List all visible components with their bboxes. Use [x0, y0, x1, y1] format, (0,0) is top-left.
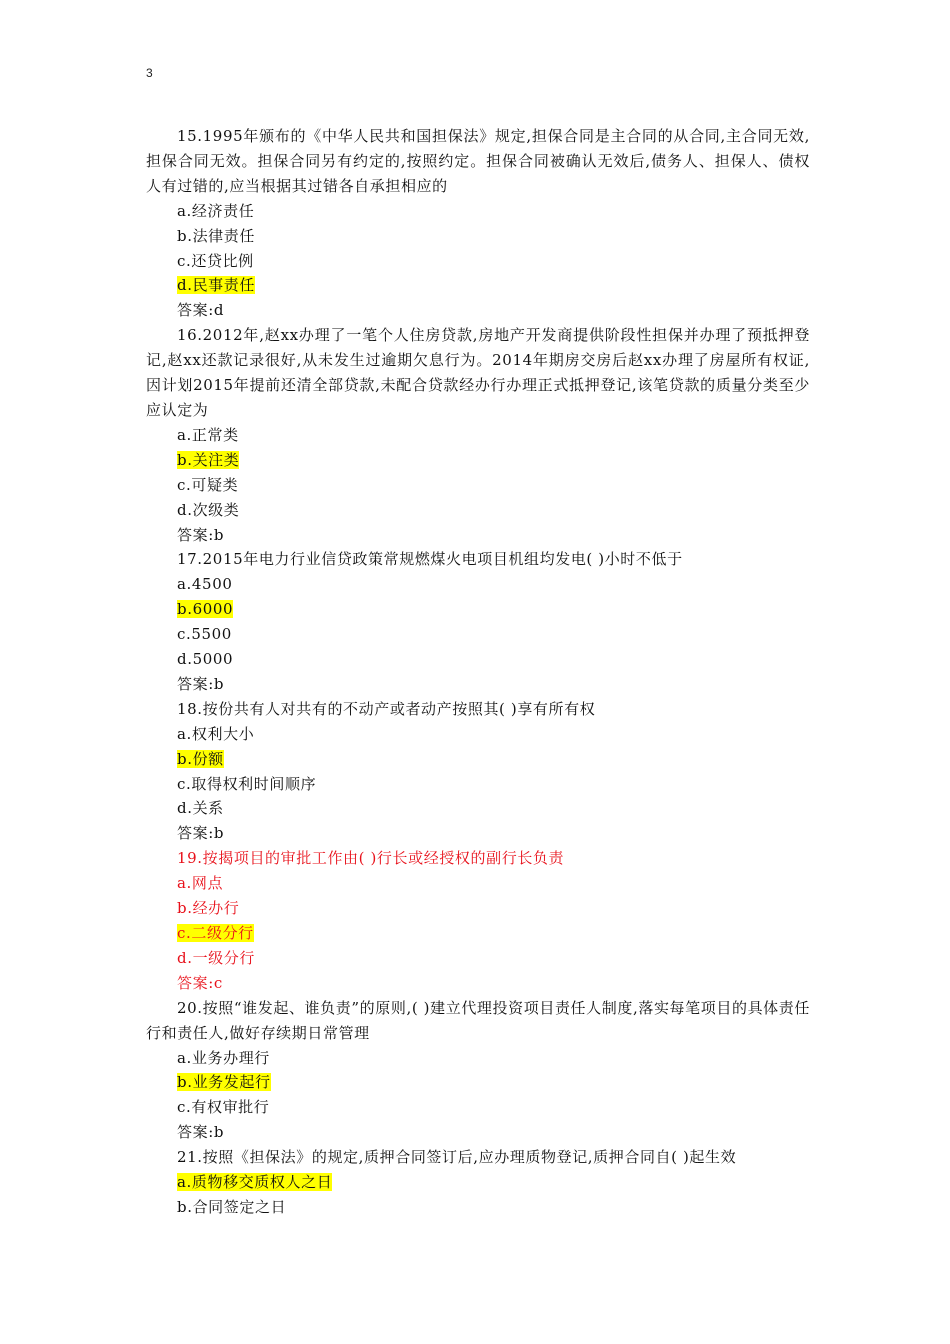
option: c.还贷比例 — [177, 251, 254, 270]
answer: 答案:d — [177, 301, 225, 320]
option: a.网点 — [177, 874, 224, 893]
question-stem: 16.2012年,赵xx办理了一笔个人住房贷款,房地产开发商提供阶段性担保并办理了预抵押登记,赵xx还款记录很好,从未发生过逾期欠息行为。2014年期房交房后赵xx办理了房屋所有权证,因计划2015年提前还清全部贷款,未配合贷款经办行办理正式抵押登记,该笔贷款的质量分类至少应认定为 — [146, 326, 810, 419]
answer: 答案:b — [177, 674, 225, 693]
answer: 答案:b — [177, 824, 225, 843]
option: a.4500 — [177, 575, 233, 594]
option: a.经济责任 — [177, 201, 255, 220]
answer: 答案:b — [177, 1123, 225, 1142]
question-stem: 15.1995年颁布的《中华人民共和国担保法》规定,担保合同是主合同的从合同,主合同无效,担保合同无效。担保合同另有约定的,按照约定。担保合同被确认无效后,债务人、担保人、债权人有过错的,应当根据其过错各自承担相应的 — [146, 127, 810, 195]
option: d.关系 — [177, 799, 224, 818]
option-correct: b.6000 — [177, 600, 234, 619]
option-correct: b.业务发起行 — [177, 1073, 271, 1092]
answer: 答案:b — [177, 525, 225, 544]
option: d.次级类 — [177, 500, 240, 519]
option: d.一级分行 — [177, 948, 255, 967]
option: c.取得权利时间顺序 — [177, 774, 317, 793]
option-correct: c.二级分行 — [177, 924, 254, 942]
option-correct: a.质物移交质权人之日 — [177, 1173, 333, 1192]
option-correct: d.民事责任 — [177, 276, 255, 295]
option: a.正常类 — [177, 425, 239, 444]
answer: 答案:c — [177, 973, 223, 992]
option: c.可疑类 — [177, 475, 239, 494]
option: a.业务办理行 — [177, 1048, 270, 1067]
option: c.5500 — [177, 625, 232, 644]
option: a.权利大小 — [177, 724, 255, 743]
option: d.5000 — [177, 650, 234, 669]
document-body — [146, 124, 810, 1220]
page-number: 3 — [146, 66, 153, 80]
option-correct: b.份额 — [177, 749, 224, 768]
option-correct: b.关注类 — [177, 450, 240, 469]
option: b.合同签定之日 — [177, 1197, 287, 1216]
question-stem: 20.按照“谁发起、谁负责”的原则,( )建立代理投资项目责任人制度,落实每笔项目的具体责任行和责任人,做好存续期日常管理 — [146, 998, 810, 1042]
question-stem: 18.按份共有人对共有的不动产或者动产按照其( )享有所有权 — [177, 699, 596, 718]
question-stem: 21.按照《担保法》的规定,质押合同签订后,应办理质物登记,质押合同自( )起生效 — [177, 1148, 737, 1167]
option: b.经办行 — [177, 899, 240, 918]
question-stem: 17.2015年电力行业信贷政策常规燃煤火电项目机组均发电( )小时不低于 — [177, 550, 683, 569]
question-stem: 19.按揭项目的审批工作由( )行长或经授权的副行长负责 — [177, 849, 565, 868]
option: c.有权审批行 — [177, 1098, 270, 1117]
option: b.法律责任 — [177, 226, 255, 245]
